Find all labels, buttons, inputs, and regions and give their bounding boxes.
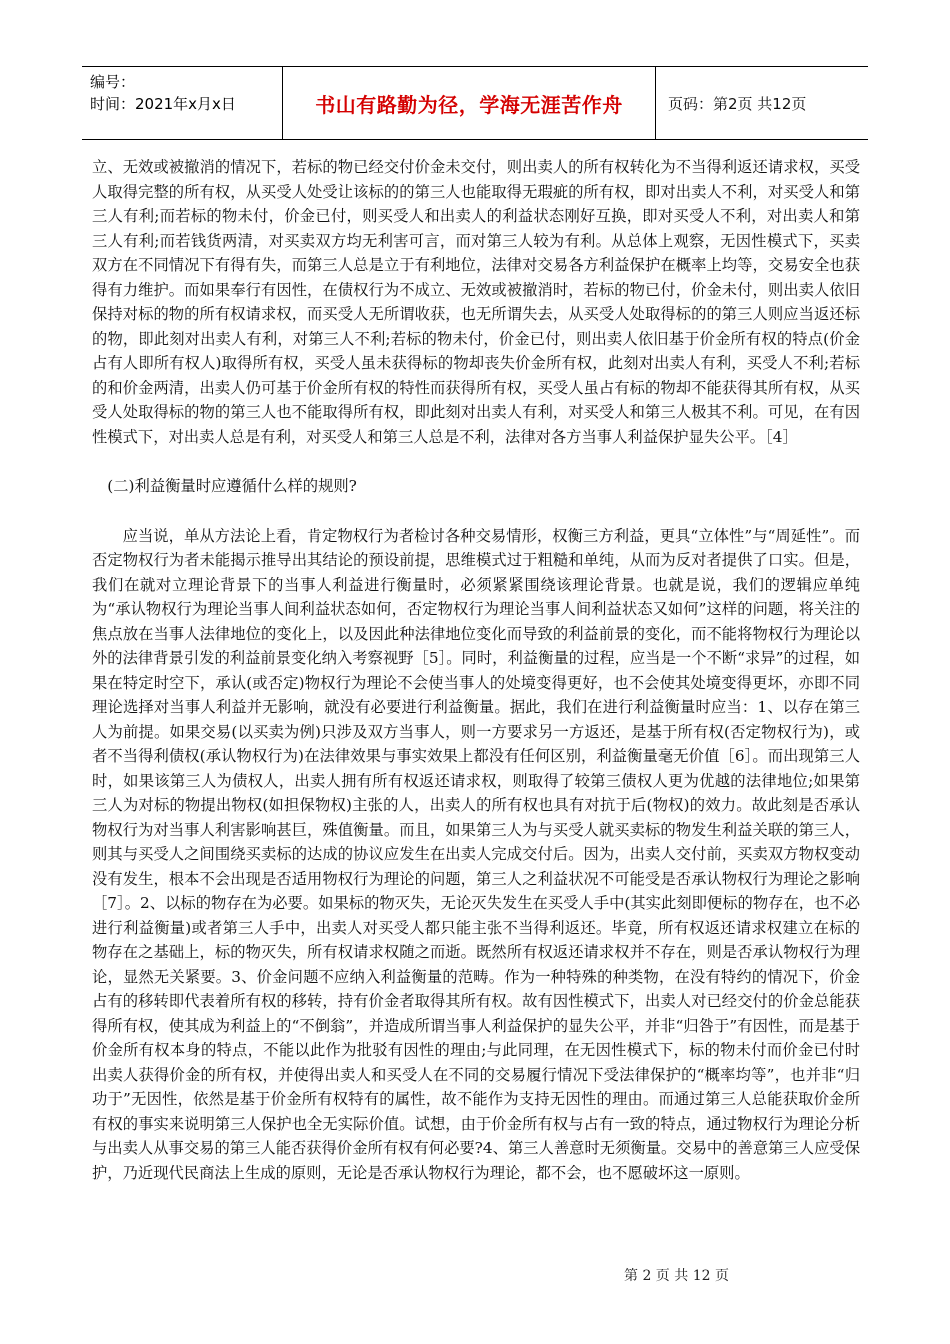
header-motto: 书山有路勤为径，学海无涯苦作舟: [282, 67, 656, 139]
document-time: 时间：2021年x月x日: [90, 95, 236, 113]
header-page-info: 页码：第2页 共12页: [668, 94, 807, 113]
page-header: [82, 66, 868, 140]
document-body: [92, 155, 860, 1185]
page-footer: 第 2 页 共 12 页: [624, 1268, 729, 1284]
document-number: 编号：: [90, 73, 136, 91]
section-subheading: (二)利益衡量时应遵循什么样的规则?: [107, 477, 357, 495]
header-meta: [82, 67, 282, 139]
body-paragraph: 立、无效或被撤消的情况下，若标的物已经交付价金未交付，则出卖人的所有权转化为不当得利返还请求权，买受人取得完整的所有权，从买受人处受让该标的的第三人也能取得无瑕疵的所有权，即对出卖人不利，对买受人和第三人有利;而若标的物未付，价金已付，则买受人和出卖人的利益状态刚好互换，即对买受人不利，对出卖人和第三人有利;而若钱货两清，对买卖双方均无利害可言，而对第三人较为有利。从总体上观察，无因性模式下，买卖双方在不同情况下有得有失，而第三人总是立于有利地位，法律对交易各方利益保护在概率上均等，交易安全也获得有力维护。而如果奉行有因性，在债权行为不成立、无效或被撤消时，若标的物已付，价金未付，则出卖人依旧保持对标的物的所有权请求权，而买受人无所谓收获，也无所谓失去，从买受人处取得标的的第三人则应当返还标的物，即此刻对出卖人有利，对第三人不利;若标的物未付，价金已付，则出卖人依旧基于价金所有权的特点(价金占有人即所有权人)取得所有权，买受人虽未获得标的物却丧失价金所有权，此刻对出卖人有利，买受人不利;若标的和价金两清，出卖人仍可基于价金所有权的特性而获得所有权，买受人虽占有标的物却不能获得其所有权，从买受人处取得标的物的第三人也不能取得所有权，即此刻对出卖人有利，对买受人和第三人极其不利。可见，在有因性模式下，对出卖人总是有利，对买受人和第三人总是不利，法律对各方当事人利益保护显失公平。［4］: [92, 158, 860, 446]
body-paragraph: 应当说，单从方法论上看，肯定物权行为者检讨各种交易情形，权衡三方利益，更具“立体性”与“周延性”。而否定物权行为者未能揭示推导出其结论的预设前提，思维模式过于粗糙和单纯，从而为反对者提供了口实。但是，我们在就对立理论背景下的当事人利益进行衡量时，必须紧紧围绕该理论背景。也就是说，我们的逻辑应单纯为“承认物权行为理论当事人间利益状态如何，否定物权行为理论当事人间利益状态又如何”这样的问题，将关注的焦点放在当事人法律地位的变化上，以及因此种法律地位变化而导致的利益前景的变化，而不能将物权行为理论以外的法律背景引发的利益前景变化纳入考察视野［5］。同时，利益衡量的过程，应当是一个不断“求异”的过程，如果在特定时空下，承认(或否定)物权行为理论不会使当事人的处境变得更好，也不会使其处境变得更坏，亦即不同理论选择对当事人利益并无影响，就没有必要进行利益衡量。据此，我们在进行利益衡量时应当：1、以存在第三人为前提。如果交易(以买卖为例)只涉及双方当事人，则一方要求另一方返还，是基于所有权(否定物权行为)，或者不当得利债权(承认物权行为)在法律效果与事实效果上都没有任何区别，利益衡量毫无价值［6］。而出现第三人时，如果该第三人为债权人，出卖人拥有所有权返还请求权，则取得了较第三债权人更为优越的法律地位;如果第三人为对标的物提出物权(如担保物权)主张的人，出卖人的所有权也具有对抗于后(物权)的效力。故此刻是否承认物权行为对当事人利害影响甚巨，殊值衡量。而且，如果第三人为与买受人就买卖标的物发生利益关联的第三人，则其与买受人之间围绕买卖标的达成的协议应发生在出卖人完成交付后。因为，出卖人交付前，买卖双方物权变动没有发生，根本不会出现是否适用物权行为理论的问题，第三人之利益状况不可能受是否承认物权行为理论之影响［7］。2、以标的物存在为必要。如果标的物灭失，无论灭失发生在买受人手中(其实此刻即便标的物存在，也不必进行利益衡量)或者第三人手中，出卖人对买受人都只能主张不当得利返还。毕竟，所有权返还请求权建立在标的物存在之基础上，标的物灭失，所有权请求权随之而逝。既然所有权返还请求权并不存在，则是否承认物权行为理论，显然无关紧要。3、价金问题不应纳入利益衡量的范畴。作为一种特殊的种类物，在没有特约的情况下，价金占有的移转即代表着所有权的移转，持有价金者取得其所有权。故有因性模式下，出卖人对已经交付的价金总能获得所有权，使其成为利益上的“不倒翁”，并造成所谓当事人利益保护的显失公平，并非“归咎于”有因性，而是基于价金所有权本身的特点，不能以此作为批驳有因性的理由;与此同理，在无因性模式下，标的物未付而价金已付时出卖人获得价金的所有权，并使得出卖人和买受人在不同的交易履行情况下受法律保护的“概率均等”，也并非“归功于”无因性，依然是基于价金所有权特有的属性，故不能作为支持无因性的理由。而通过第三人总能获取价金所有权的事实来说明第三人保护也全无实际价值。试想，由于价金所有权与占有一致的特点，通过物权行为理论分析与出卖人从事交易的第三人能否获得价金所有权有何必要?4、第三人善意时无须衡量。交易中的善意第三人应受保护，乃近现代民商法上生成的原则，无论是否承认物权行为理论，都不会，也不愿破坏这一原则。: [92, 526, 860, 1182]
